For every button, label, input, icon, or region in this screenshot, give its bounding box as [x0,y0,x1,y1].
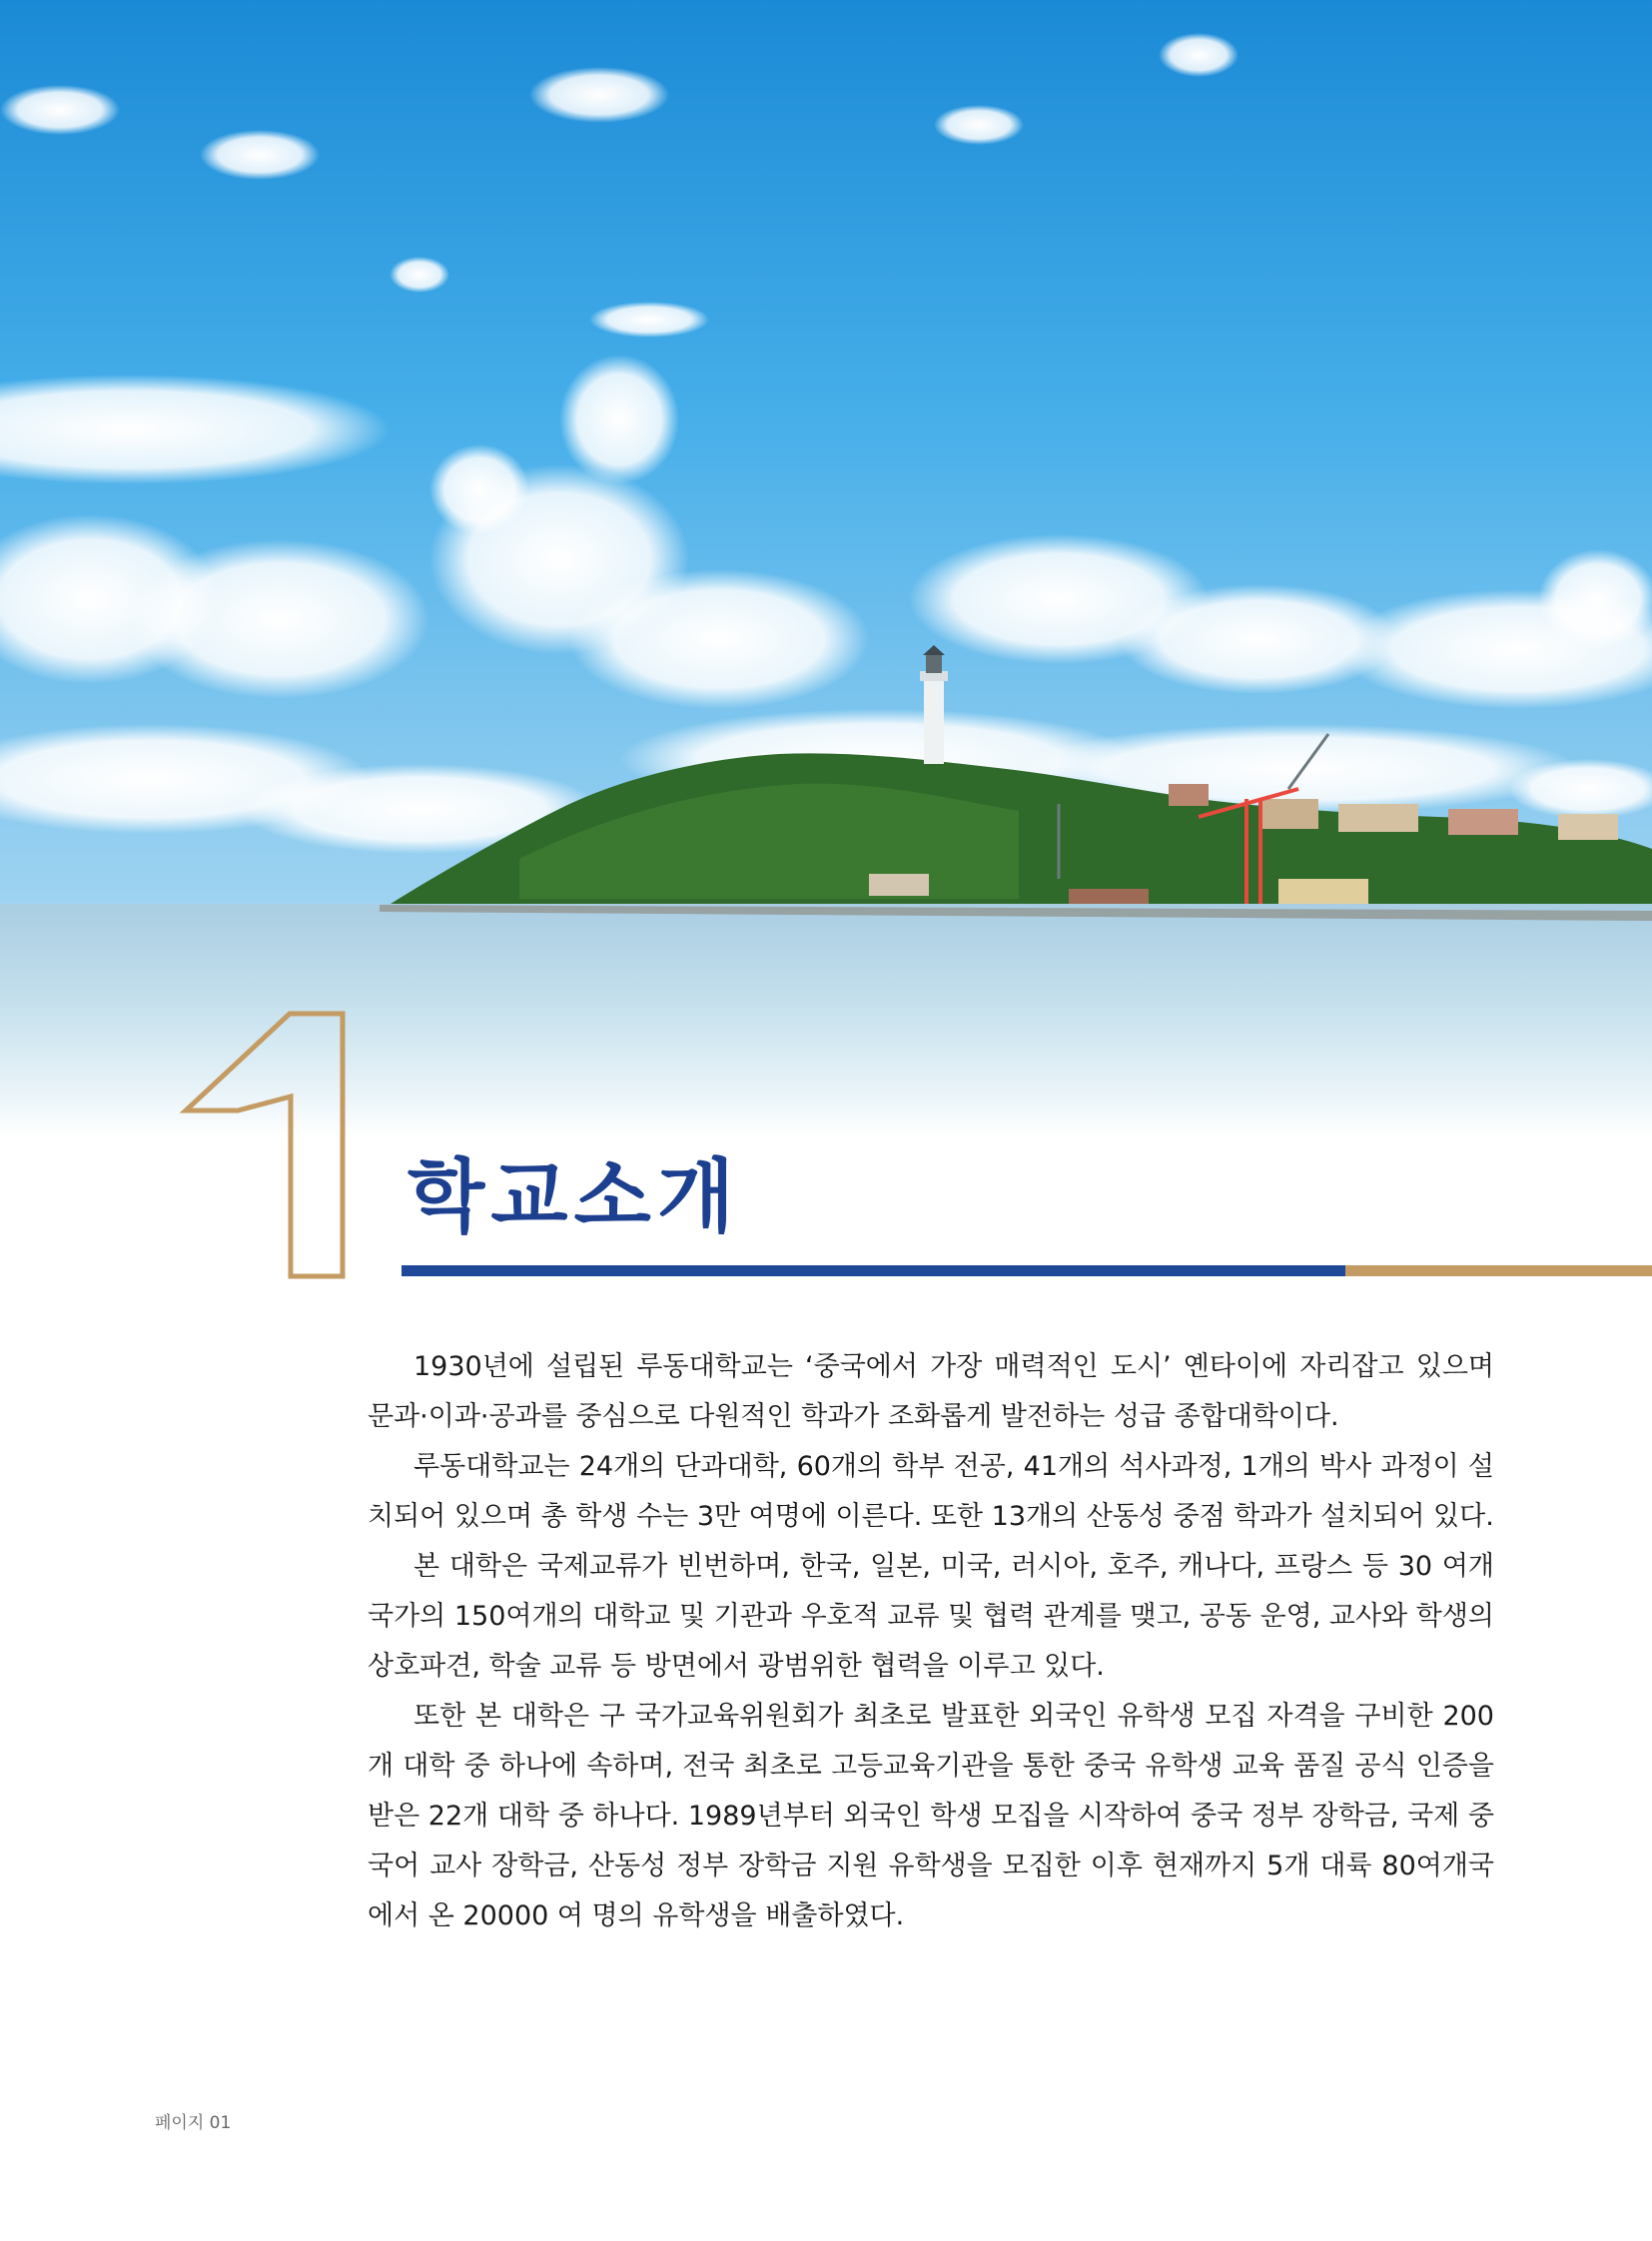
paragraph: 또한 본 대학은 구 국가교육위원회가 최초로 발표한 외국인 유학생 모집 자격을 구비한 200개 대학 중 하나에 속하며, 전국 최초로 고등교육기관을 통한 중국 유학생 교육 품질 공식 인증을 받은 22개 대학 중 하나다. 1989년부터 외국인 학생 모집을 시작하여 중국 정부 장학금, 국제 중국어 교사 장학금, 산동성 정부 장학금 지원 유학생을 모집한 이후 현재까지 5개 대륙 80여개국에서 온 20000 여 명의 유학생을 배출하였다. [368,1701,1494,1931]
paragraph: 1930년에 설립된 루동대학교는 ‘중국에서 가장 매력적인 도시’ 옌타이에 자리잡고 있으며 문과·이과·공과를 중심으로 다원적인 학과가 조화롭게 발전하는 성급 종합대학이다. [368,1351,1494,1432]
title-underline-primary [402,1265,1345,1276]
title-underline-accent [1345,1265,1652,1276]
page-number: 페이지 01 [155,2113,232,2133]
chapter-numeral-text: 1 [178,1009,179,1010]
chapter-numeral-1 [178,1009,348,1283]
section-title: 학교소개 [408,1149,741,1243]
paragraph: 본 대학은 국제교류가 빈번하며, 한국, 일본, 미국, 러시아, 호주, 캐나다, 프랑스 등 30 여개 국가의 150여개의 대학교 및 기관과 우호적 교류 및 협력 관계를 맺고, 공동 운영, 교사와 학생의 상호파견, 학술 교류 등 방면에서 광범위한 협력을 이루고 있다. [368,1551,1494,1682]
paragraph: 루동대학교는 24개의 단과대학, 60개의 학부 전공, 41개의 석사과정, 1개의 박사 과정이 설치되어 있으며 총 학생 수는 3만 여명에 이른다. 또한 13개의 산동성 중점 학과가 설치되어 있다. [368,1451,1494,1532]
body-text [368,1342,1494,1941]
